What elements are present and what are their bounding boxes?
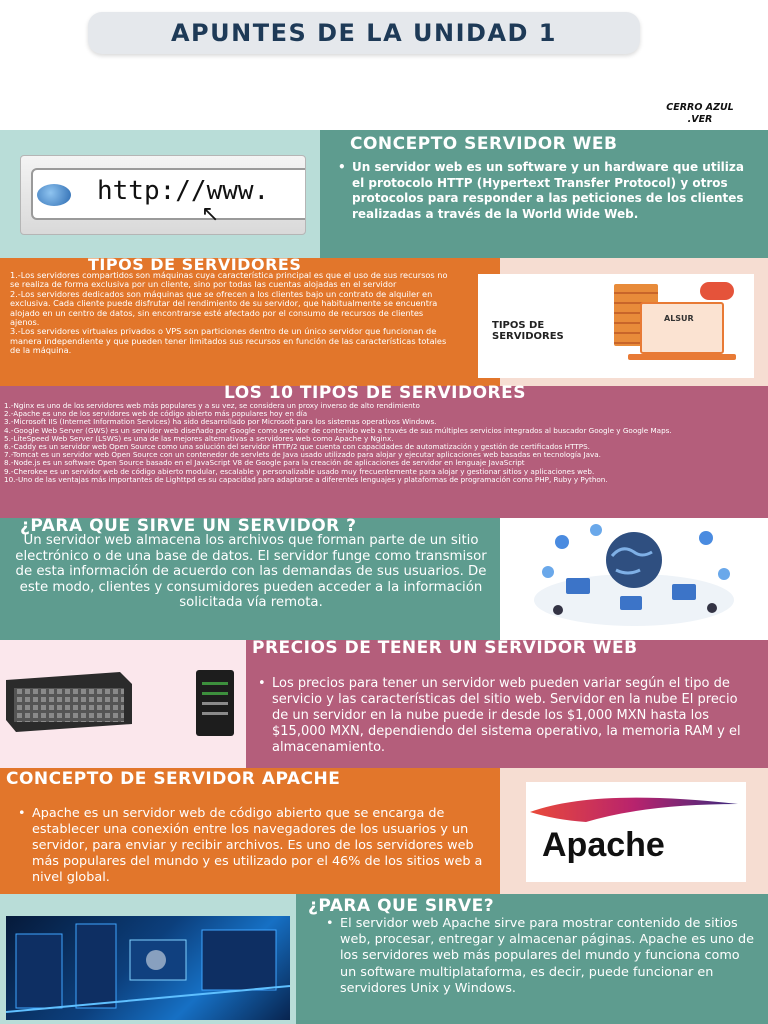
- browser-url-image: [20, 155, 306, 235]
- url-text: http://www.: [97, 176, 270, 206]
- diez-tipos-item: 5.-LiteSpeed Web Server (LSWS) es una de las mejores alternativas a servidores web como Apache y Nginx.: [4, 433, 394, 443]
- laptop-icon: [640, 302, 724, 354]
- concepto-web-heading: CONCEPTO SERVIDOR WEB: [350, 134, 618, 154]
- tipos-item: 3.-Los servidores virtuales privados o VPS son particiones dentro de un único servidor que funcionan de manera independiente y que pueden tener limitados sus recursos en función de las características totales de la máquina.: [10, 326, 447, 356]
- precios-list: [258, 676, 746, 756]
- person-icon: [553, 605, 563, 615]
- monitor-icon: [566, 578, 590, 594]
- concepto-web-list: [338, 160, 758, 222]
- network-node-icon: [718, 568, 730, 580]
- para-que-sirve-panel: [296, 894, 768, 1024]
- diez-tipos-item: 2.-Apache es uno de los servidores web de código abierto más populares hoy en día: [4, 409, 308, 419]
- monitor-icon: [672, 584, 696, 600]
- apache-text: • Apache es un servidor web de código abierto que se encarga de establecer una conexión entre los navegadores de los usuarios y un servidor, para enviar y recibir archivos. Es uno de los servidores web más populares del mundo y es utilizado por el 46% de los sitios web a nivel global.: [18, 806, 496, 886]
- diez-tipos-panel: [0, 383, 768, 518]
- brand-label: ALSUR: [664, 314, 694, 323]
- tipos-image-label: [492, 320, 564, 342]
- concepto-web-panel: [320, 130, 768, 258]
- person-icon: [707, 603, 717, 613]
- title-banner: [88, 12, 640, 54]
- apache-list: [18, 806, 496, 886]
- tipos-panel: [0, 255, 500, 386]
- diez-tipos-item: 4.-Google Web Server (GWS) es un servidor web diseñado por Google como servidor de contenido web a través de sus múltiples servicios integrados al buscador Google y Google Maps.: [4, 425, 672, 435]
- diez-tipos-item: 3.-Microsoft IIS (Internet Information Services) ha sido desarrollado por Microsoft para los sistemas operativos Windows.: [4, 417, 437, 427]
- para-que-panel: [0, 518, 500, 640]
- diez-tipos-item: 7.-Tomcat es un servidor web Open Source con un contenedor de servlets de Java usado utilizado para alojar y ejecutar aplicaciones web basadas en tecnología Java.: [4, 450, 601, 460]
- tipos-image-label-line-2: SERVIDORES: [492, 331, 564, 342]
- tipos-servidores-image: [478, 274, 754, 378]
- apache-logo-image: [526, 782, 746, 882]
- concepto-web-text: • Un servidor web es un software y un hardware que utiliza el protocolo HTTP (Hypertext Transfer Protocol) y otros protocolos para responder a las peticiones de los clientes realizadas a través de la World Wide Web.: [338, 160, 758, 222]
- cloud-icon: [700, 282, 734, 300]
- apache-panel: [0, 768, 500, 894]
- para-que-sirve-text: • El servidor web Apache sirve para mostrar contenido de sitios web, procesar, entregar y almacenar páginas. Apache es uno de los servidores web más populares del mundo y funciona como un software multiplataforma, es decir, puede funcionar en servidores Unix y Windows.: [326, 916, 756, 997]
- network-illustration: [500, 518, 768, 640]
- network-node-icon: [542, 566, 554, 578]
- location-label: [650, 102, 750, 126]
- globe-icon: [37, 184, 71, 206]
- laptop-base-graphic: [628, 354, 736, 360]
- network-node-icon: [555, 535, 569, 549]
- server-hardware-illustration: [0, 640, 246, 768]
- network-node-icon: [699, 531, 713, 545]
- para-que-sirve-list: [326, 916, 756, 997]
- diez-tipos-item: 1.-Nginx es uno de los servidores web más populares y a su vez, se considera un proxy inverso de alto rendimiento: [4, 401, 420, 410]
- tipos-list: [10, 271, 450, 356]
- globe-icon: [606, 532, 662, 588]
- para-que-sirve-heading: ¿PARA QUE SIRVE?: [308, 896, 495, 916]
- apache-logo-text: Apache: [542, 826, 665, 864]
- para-que-heading: ¿PARA QUE SIRVE UN SERVIDOR ?: [20, 516, 357, 536]
- diez-tipos-item: 9.-Cherokee es un servidor web de código abierto modular, escalable y personalizable usado muy frecuentemente para alojar y gestionar sitios y aplicaciones web.: [4, 466, 595, 476]
- diez-tipos-item: 10.-Uno de las ventajas más importantes de Lighttpd es su capacidad para adaptarse a diferentes lenguajes y plataformas de programación como PHP, Ruby y Python.: [4, 474, 608, 484]
- precios-text: • Los precios para tener un servidor web pueden variar según el tipo de servicio y las características del sitio web. Servidor en la nube El precio de un servidor en la nube puede ir desde los $1,000 MXN hasta los $15,000 MXN, dependiendo del sistema operativo, la memoria RAM y el almacenamiento.: [258, 676, 746, 756]
- tipos-item: 1.-Los servidores compartidos son máquinas cuya característica principal es que el uso de sus recursos no se realiza de forma exclusiva por un cliente, sino por todas las cuentas alojadas en el servidor: [10, 270, 448, 290]
- location-line-1: CERRO AZUL: [666, 102, 734, 113]
- tipos-image-label-line-1: TIPOS DE: [492, 320, 545, 331]
- servers-image-panel: [0, 640, 246, 768]
- para-que-text: Un servidor web almacena los archivos que forman parte de un sitio electrónico o de una base de datos. El servidor funge como transmisor de esta información de acuerdo con las demandas de sus usuarios. De este modo, clientes y consumidores pueden acceder a la información solicitada vía remota.: [15, 533, 487, 610]
- precios-panel: [246, 640, 768, 768]
- network-image-panel: [500, 518, 768, 640]
- cursor-arrow-icon: ↖: [201, 202, 220, 227]
- location-line-2: .VER: [687, 114, 713, 125]
- tipos-heading: TIPOS DE SERVIDORES: [88, 255, 302, 274]
- page-title: APUNTES DE LA UNIDAD 1: [170, 19, 557, 47]
- precios-heading: PRECIOS DE TENER UN SERVIDOR WEB: [252, 638, 638, 658]
- diez-tipos-heading: LOS 10 TIPOS DE SERVIDORES: [224, 383, 526, 403]
- apache-heading: CONCEPTO DE SERVIDOR APACHE: [6, 769, 341, 789]
- diez-tipos-list: [4, 402, 758, 484]
- diez-tipos-item: 8.-Node.js es un software Open Source basado en el JavaScript V8 de Google para la creación de aplicaciones de servidor en lenguaje JavaScript: [4, 458, 525, 468]
- network-node-icon: [590, 524, 602, 536]
- datacenter-illustration: [6, 916, 290, 1020]
- diez-tipos-item: 6.-Caddy es un servidor web Open Source como una solución del servidor HTTP/2 que cuenta con capacidades de automatización y gestión de certificados HTTPS.: [4, 442, 590, 452]
- tipos-item: 2.-Los servidores dedicados son máquinas que se ofrecen a los clientes bajo un contrato de alquiler en exclusiva. Cada cliente puede disfrutar del rendimiento de su servidor, que habitualmente se encuentra alojado en un centro de datos, sin encontrarse esté afectado por el consumo de recursos de clientes ajenos.: [10, 288, 438, 328]
- datacenter-image: [6, 916, 290, 1020]
- monitor-icon: [620, 596, 642, 610]
